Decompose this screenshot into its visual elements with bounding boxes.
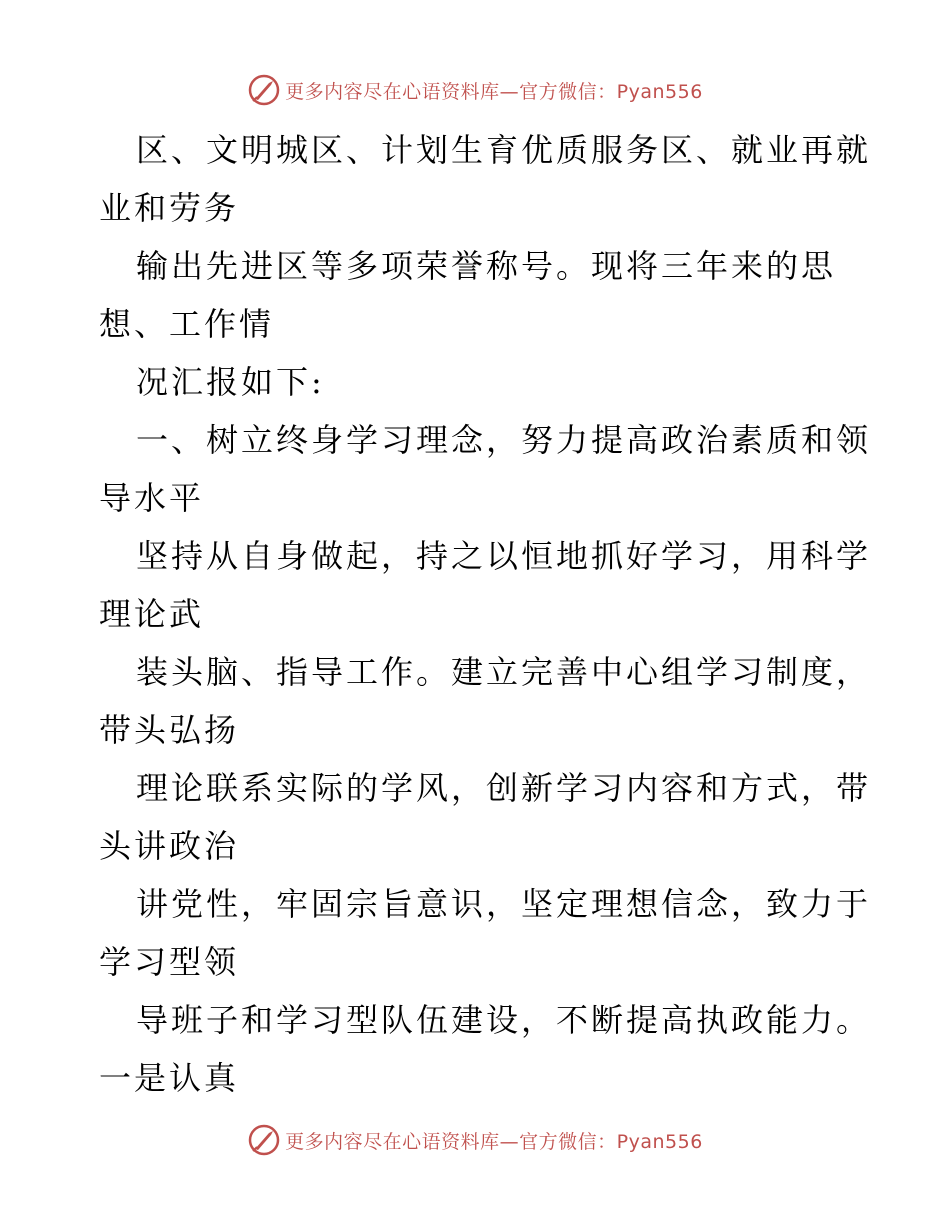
body-line: 一、树立终身学习理念，努力提高政治素质和领 <box>136 421 872 459</box>
body-line: 况汇报如下: <box>136 363 325 401</box>
body-line: 输出先进区等多项荣誉称号。现将三年来的思 <box>136 247 837 285</box>
body-line: 区、文明城区、计划生育优质服务区、就业再就 <box>136 131 872 169</box>
body-line: 装头脑、指导工作。建立完善中心组学习制度， <box>136 653 872 691</box>
body-line: 讲党性，牢固宗旨意识，坚定理想信念，致力于 <box>136 885 872 923</box>
body-line: 业和劳务 <box>99 189 240 227</box>
body-line: 导水平 <box>99 479 205 517</box>
document-body <box>99 121 872 1107</box>
header-banner <box>0 72 950 108</box>
body-line: 学习型领 <box>99 943 240 981</box>
feather-pen-icon <box>247 1123 281 1157</box>
header-banner-text: 更多内容尽在心语资料库—官方微信：Pyan556 <box>285 80 703 103</box>
body-line: 头讲政治 <box>99 827 240 865</box>
footer-banner <box>0 1122 950 1158</box>
body-line: 导班子和学习型队伍建设，不断提高执政能力。 <box>136 1001 872 1039</box>
feather-pen-icon <box>247 73 281 107</box>
body-line: 理论武 <box>99 595 205 633</box>
body-line: 坚持从自身做起，持之以恒地抓好学习，用科学 <box>136 537 872 575</box>
body-line: 带头弘扬 <box>99 711 240 749</box>
footer-banner-text: 更多内容尽在心语资料库—官方微信：Pyan556 <box>285 1130 703 1153</box>
body-line: 一是认真 <box>99 1059 240 1097</box>
body-line: 想、工作情 <box>99 305 275 343</box>
body-line: 理论联系实际的学风，创新学习内容和方式，带 <box>136 769 872 807</box>
